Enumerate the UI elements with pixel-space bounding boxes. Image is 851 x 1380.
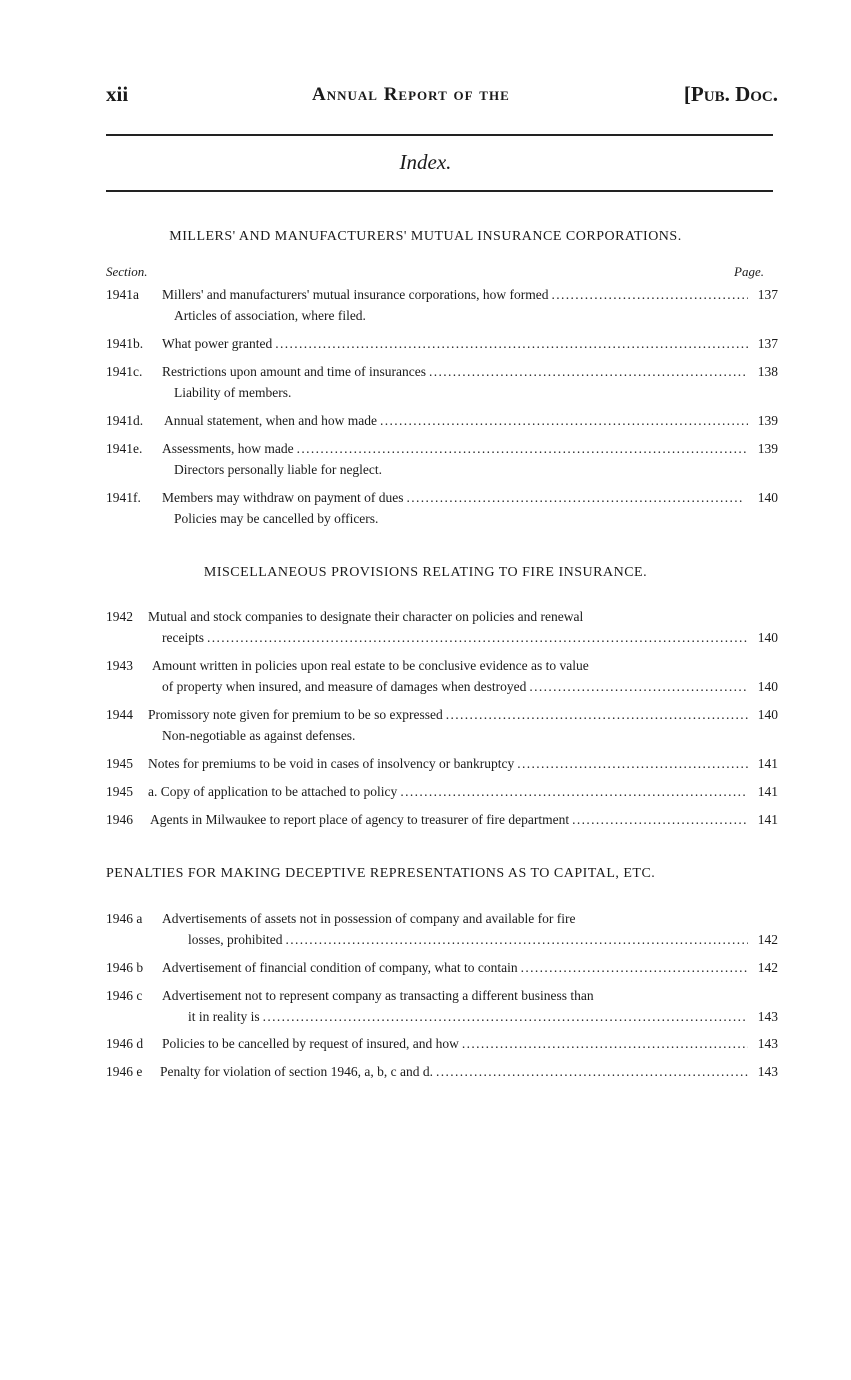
- index-entry: [106, 753, 778, 775]
- entry-text: Restrictions upon amount and time of insurances: [162, 364, 426, 379]
- leader-dots: [569, 809, 748, 830]
- leader-dots: [294, 438, 748, 459]
- entry-text: Promissory note given for premium to be so expressed: [148, 707, 443, 722]
- entry-text: Advertisement not to represent company as transacting a different business than: [162, 988, 594, 1003]
- entry-subtext: Liability of members.: [174, 385, 292, 400]
- entry-subtext: Policies may be cancelled by officers.: [174, 511, 379, 526]
- index-entry: [106, 606, 778, 650]
- entry-page: 141: [757, 784, 778, 799]
- entry-subtext: Articles of association, where filed.: [174, 308, 366, 323]
- entry-page: 143: [757, 1009, 778, 1024]
- entry-page: 140: [757, 490, 778, 505]
- entry-text: Penalty for violation of section 1946, a, b, c and d.: [160, 1064, 433, 1079]
- entry-section: 1946 e: [106, 1064, 143, 1079]
- column-header-section: Section.: [106, 264, 148, 279]
- entry-section: 1941c.: [106, 364, 143, 379]
- index-entry: [106, 1033, 778, 1055]
- index-entry: [106, 284, 778, 328]
- entry-text: Assessments, how made: [162, 441, 294, 456]
- entry-page: 141: [757, 812, 778, 827]
- index-entry: [106, 908, 778, 952]
- entry-section: 1946 d: [106, 1036, 144, 1051]
- entry-subtext: Directors personally liable for neglect.: [174, 462, 383, 477]
- leader-dots: [283, 929, 749, 950]
- index-entry: [106, 1061, 778, 1083]
- entry-subtext: Non-negotiable as against defenses.: [162, 728, 356, 743]
- leader-dots: [377, 410, 748, 431]
- entry-text: Members may withdraw on payment of dues: [162, 490, 404, 505]
- entry-text: Notes for premiums to be void in cases of insolvency or bankruptcy: [148, 756, 515, 771]
- entry-text: Annual statement, when and how made: [164, 413, 377, 428]
- leader-dots: [514, 753, 748, 774]
- section-heading-millers: MILLERS' AND MANUFACTURERS' MUTUAL INSURANCE CORPORATIONS.: [169, 229, 682, 244]
- leader-dots: [443, 704, 748, 725]
- top-rule: [106, 134, 773, 136]
- entry-page: 143: [757, 1064, 778, 1079]
- entry-section: 1941b.: [106, 336, 144, 351]
- entry-page: 141: [757, 756, 778, 771]
- entry-section: 1946 b: [106, 960, 144, 975]
- leader-dots: [426, 361, 748, 382]
- index-entry: [106, 487, 778, 531]
- entry-section: 1941e.: [106, 441, 143, 456]
- entry-text: Agents in Milwaukee to report place of agency to treasurer of fire department: [150, 812, 570, 827]
- index-title: Index.: [399, 150, 452, 174]
- index-entry: [106, 655, 778, 699]
- entry-text: Millers' and manufacturers' mutual insurance corporations, how formed: [162, 287, 549, 302]
- entry-text-continued: of property when insured, and measure of damages when destroyed: [162, 679, 527, 694]
- index-entry: [106, 781, 778, 803]
- entry-page: 138: [757, 364, 778, 379]
- entry-page: 142: [757, 960, 778, 975]
- entry-page: 140: [757, 630, 778, 645]
- doc-label: [Pub. Doc.: [683, 82, 778, 106]
- entry-page: 137: [757, 287, 778, 302]
- leader-dots: [433, 1061, 748, 1082]
- page-number: xii: [106, 82, 129, 106]
- entry-text: Advertisement of financial condition of company, what to contain: [162, 960, 518, 975]
- entry-page: 139: [757, 413, 778, 428]
- index-entry: [106, 809, 778, 831]
- column-header-page: Page.: [734, 264, 764, 279]
- entry-text-continued: receipts: [162, 630, 204, 645]
- entry-section: 1945: [106, 784, 133, 799]
- index-entry: [106, 957, 778, 979]
- bottom-rule: [106, 190, 773, 192]
- leader-dots: [272, 333, 748, 354]
- entry-section: 1945: [106, 756, 133, 771]
- index-entry: [106, 985, 778, 1029]
- entry-text-continued: losses, prohibited: [188, 932, 283, 947]
- index-entry: [106, 704, 778, 748]
- index-entry: [106, 333, 778, 355]
- index-entry: [106, 410, 778, 432]
- index-entry: [106, 438, 778, 482]
- running-title: Annual Report of the: [312, 84, 510, 105]
- leader-dots: [397, 781, 748, 802]
- entry-page: 137: [757, 336, 778, 351]
- leader-dots: [526, 676, 748, 697]
- entry-section: 1946 a: [106, 911, 143, 926]
- entry-section: 1942: [106, 609, 133, 624]
- entry-text: Mutual and stock companies to designate their character on policies and renewal: [148, 609, 584, 624]
- entry-section: 1946: [106, 812, 133, 827]
- entry-page: 139: [757, 441, 778, 456]
- leader-dots: [518, 957, 748, 978]
- entry-page: 140: [757, 679, 778, 694]
- entry-text-continued: it in reality is: [188, 1009, 260, 1024]
- leader-dots: [549, 284, 749, 305]
- entry-text: a. Copy of application to be attached to policy: [148, 784, 398, 799]
- leader-dots: [403, 487, 744, 508]
- entry-text: What power granted: [162, 336, 273, 351]
- section-heading-miscellaneous: MISCELLANEOUS PROVISIONS RELATING TO FIRE INSURANCE.: [203, 565, 648, 580]
- leader-dots: [260, 1006, 748, 1027]
- leader-dots: [459, 1033, 748, 1054]
- entry-text: Policies to be cancelled by request of insured, and how: [162, 1036, 459, 1051]
- section-heading-penalties: PENALTIES FOR MAKING DECEPTIVE REPRESENTATIONS AS TO CAPITAL, ETC.: [106, 866, 656, 881]
- entry-section: 1941a: [106, 287, 139, 302]
- index-entry: [106, 361, 778, 405]
- leader-dots: [204, 627, 748, 648]
- entry-text: Amount written in policies upon real estate to be conclusive evidence as to value: [152, 658, 589, 673]
- entry-text: Advertisements of assets not in possession of company and available for fire: [162, 911, 576, 926]
- running-header: [106, 82, 778, 112]
- entry-section: 1941d.: [106, 413, 144, 428]
- entry-section: 1946 c: [106, 988, 143, 1003]
- entry-section: 1944: [106, 707, 133, 722]
- entry-page: 140: [757, 707, 778, 722]
- entry-section: 1943: [106, 658, 133, 673]
- entry-page: 142: [757, 932, 778, 947]
- entry-page: 143: [757, 1036, 778, 1051]
- entry-section: 1941f.: [106, 490, 141, 505]
